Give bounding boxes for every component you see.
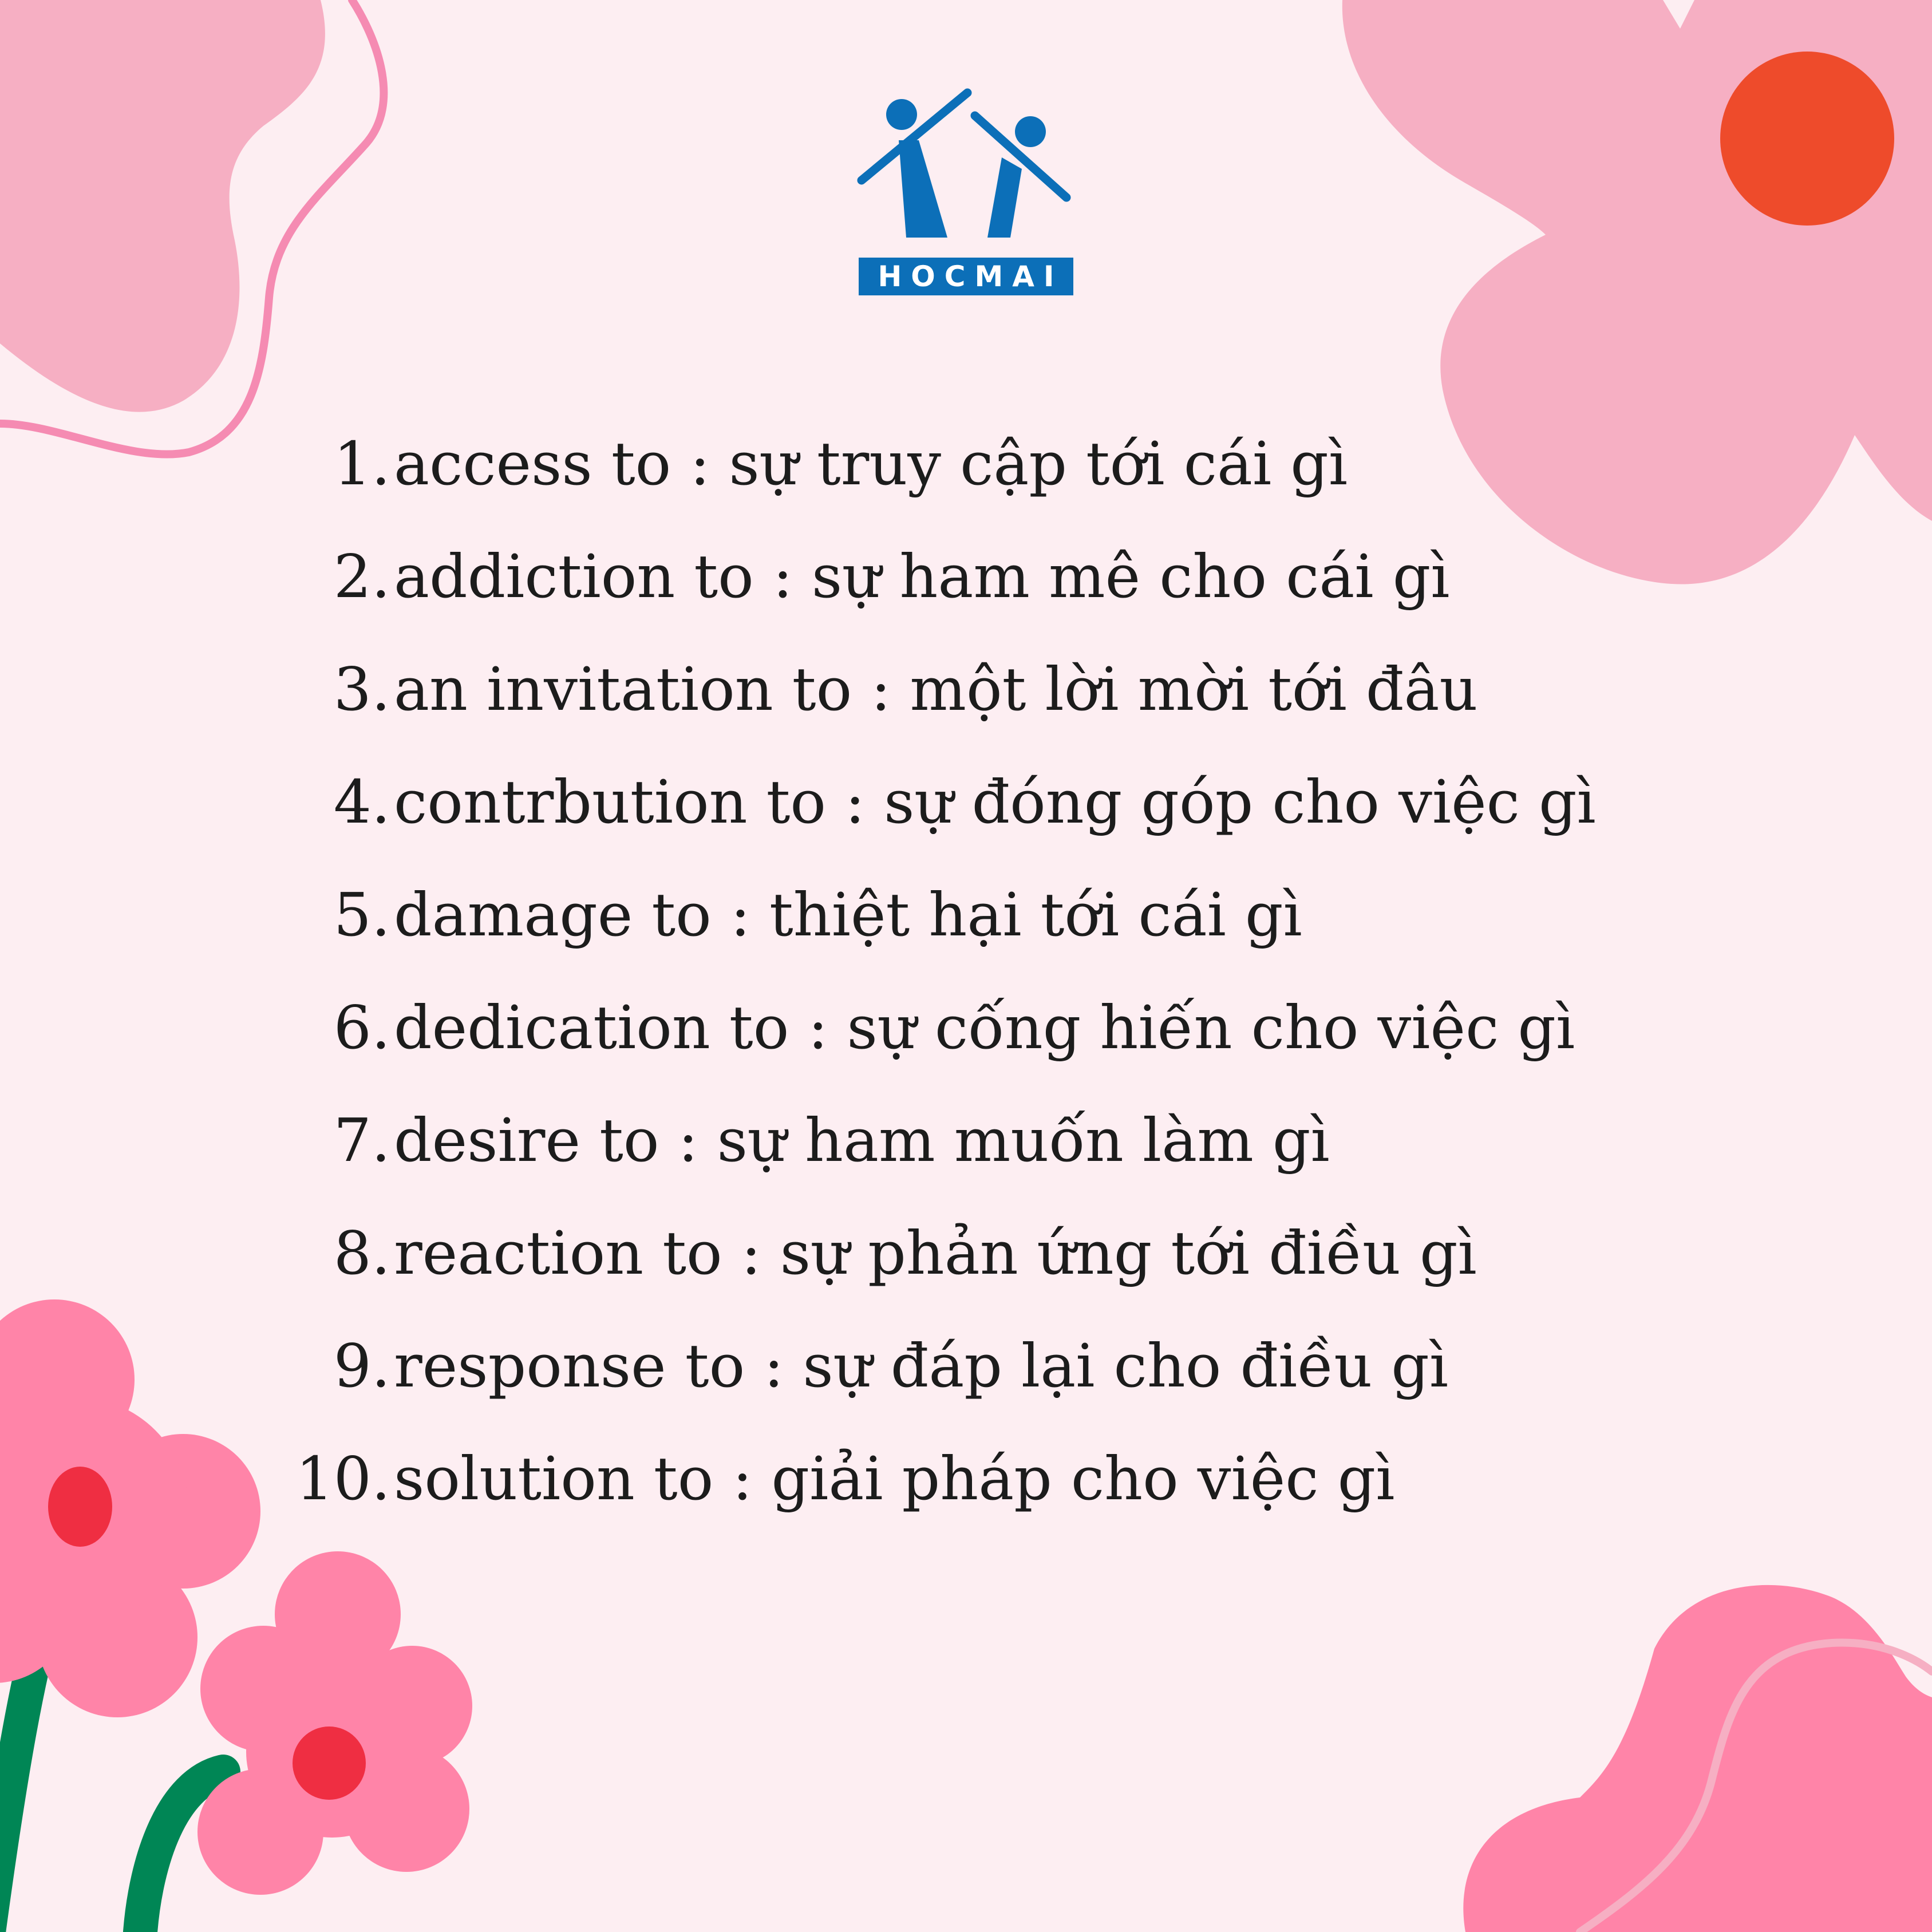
logo-wordmark: HOCMAI (878, 260, 1064, 293)
item-number: 2. (333, 542, 390, 611)
item-text: addiction to : sự ham mê cho cái gì (394, 542, 1450, 611)
item-number: 6. (333, 993, 390, 1062)
list-item (0, 424, 1348, 504)
item-text: solution to : giải pháp cho việc gì (394, 1444, 1395, 1514)
list-item (0, 536, 1450, 617)
item-number: 9. (333, 1331, 390, 1401)
list-item (0, 1439, 1394, 1519)
list-item (0, 1213, 1477, 1293)
list-item (0, 762, 1596, 842)
list-item (0, 1100, 1330, 1180)
item-number: 1. (333, 429, 390, 499)
item-text: dedication to : sự cống hiến cho việc gì (394, 993, 1575, 1062)
item-text: response to : sự đáp lại cho điều gì (394, 1331, 1449, 1401)
item-text: an invitation to : một lời mời tới đâu (394, 654, 1478, 724)
list-item (0, 875, 1302, 955)
item-number: 8. (333, 1218, 390, 1288)
item-number: 7. (333, 1105, 390, 1175)
list-item (0, 1326, 1448, 1406)
item-number: 4. (333, 767, 390, 837)
item-text: access to : sự truy cập tới cái gì (394, 429, 1348, 499)
item-text: desire to : sự ham muốn làm gì (394, 1105, 1330, 1175)
item-number: 3. (333, 654, 390, 724)
item-number: 5. (333, 880, 390, 950)
item-text: damage to : thiệt hại tới cái gì (394, 880, 1302, 950)
list-item (0, 649, 1477, 729)
list-item (0, 987, 1575, 1068)
item-text: reaction to : sự phản ứng tới điều gì (394, 1218, 1477, 1288)
item-number: 10. (295, 1444, 390, 1514)
item-text: contrbution to : sự đóng góp cho việc gì (394, 767, 1596, 837)
